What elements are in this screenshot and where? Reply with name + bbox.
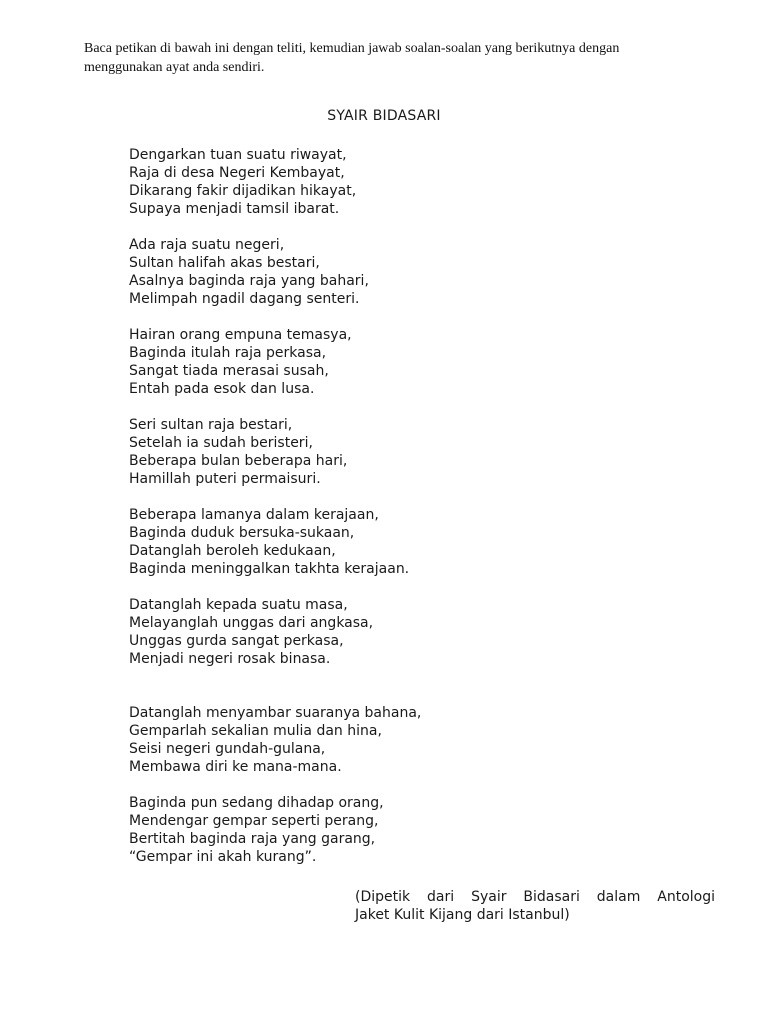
citation-word: Antologi	[657, 889, 715, 905]
poem-line: Hamillah puteri permaisuri.	[129, 471, 321, 487]
poem-line: Asalnya baginda raja yang bahari,	[129, 273, 369, 289]
poem-line: Unggas gurda sangat perkasa,	[129, 633, 344, 649]
poem-line: Dikarang fakir dijadikan hikayat,	[129, 183, 357, 199]
poem-line: Melimpah ngadil dagang senteri.	[129, 291, 360, 307]
poem-line: Menjadi negeri rosak binasa.	[129, 651, 331, 667]
poem-line: Bertitah baginda raja yang garang,	[129, 831, 376, 847]
poem-line: Ada raja suatu negeri,	[129, 237, 285, 253]
stanza	[129, 596, 421, 668]
poem-line: Seri sultan raja bestari,	[129, 417, 293, 433]
poem-line: Seisi negeri gundah-gulana,	[129, 741, 326, 757]
poem-line: Datanglah kepada suatu masa,	[129, 597, 348, 613]
poem-line: Baginda pun sedang dihadap orang,	[129, 795, 384, 811]
citation-word: (Dipetik	[355, 889, 411, 905]
poem-line: Membawa diri ke mana-mana.	[129, 759, 342, 775]
poem-line: Beberapa bulan beberapa hari,	[129, 453, 348, 469]
instruction-line: menggunakan ayat anda sendiri.	[84, 60, 265, 75]
poem-body	[129, 146, 421, 884]
poem-line: Baginda itulah raja perkasa,	[129, 345, 327, 361]
poem-line: Mendengar gempar seperti perang,	[129, 813, 379, 829]
citation-word: dalam	[596, 889, 641, 905]
stanza	[129, 704, 421, 776]
citation-line	[355, 888, 715, 906]
poem-line: Sangat tiada merasai susah,	[129, 363, 329, 379]
source-citation	[355, 888, 715, 924]
citation-line: Jaket Kulit Kijang dari Istanbul)	[355, 907, 570, 923]
poem-title: SYAIR BIDASARI	[327, 108, 441, 124]
poem-line: Entah pada esok dan lusa.	[129, 381, 315, 397]
stanza	[129, 794, 421, 866]
citation-word: dari	[427, 889, 455, 905]
poem-line: Raja di desa Negeri Kembayat,	[129, 165, 345, 181]
poem-line: Baginda meninggalkan takhta kerajaan.	[129, 561, 410, 577]
poem-line: Hairan orang empuna temasya,	[129, 327, 352, 343]
poem-line: Datanglah beroleh kedukaan,	[129, 543, 336, 559]
citation-word: Bidasari	[523, 889, 580, 905]
poem-line: “Gempar ini akah kurang”.	[129, 849, 317, 865]
instruction-line: Baca petikan di bawah ini dengan teliti, kemudian jawab soalan-soalan yang berikutnya dengan	[84, 41, 620, 56]
stanza	[129, 416, 421, 488]
poem-line: Melayanglah unggas dari angkasa,	[129, 615, 374, 631]
stanza	[129, 146, 421, 218]
poem-line: Datanglah menyambar suaranya bahana,	[129, 705, 422, 721]
poem-line: Dengarkan tuan suatu riwayat,	[129, 147, 347, 163]
instruction-text	[84, 39, 724, 77]
poem-line: Baginda duduk bersuka-sukaan,	[129, 525, 355, 541]
poem-line: Gemparlah sekalian mulia dan hina,	[129, 723, 382, 739]
citation-word: Syair	[471, 889, 507, 905]
poem-line: Sultan halifah akas bestari,	[129, 255, 320, 271]
stanza	[129, 236, 421, 308]
stanza	[129, 326, 421, 398]
poem-line: Supaya menjadi tamsil ibarat.	[129, 201, 340, 217]
poem-line: Beberapa lamanya dalam kerajaan,	[129, 507, 379, 523]
poem-line: Setelah ia sudah beristeri,	[129, 435, 313, 451]
stanza	[129, 506, 421, 578]
